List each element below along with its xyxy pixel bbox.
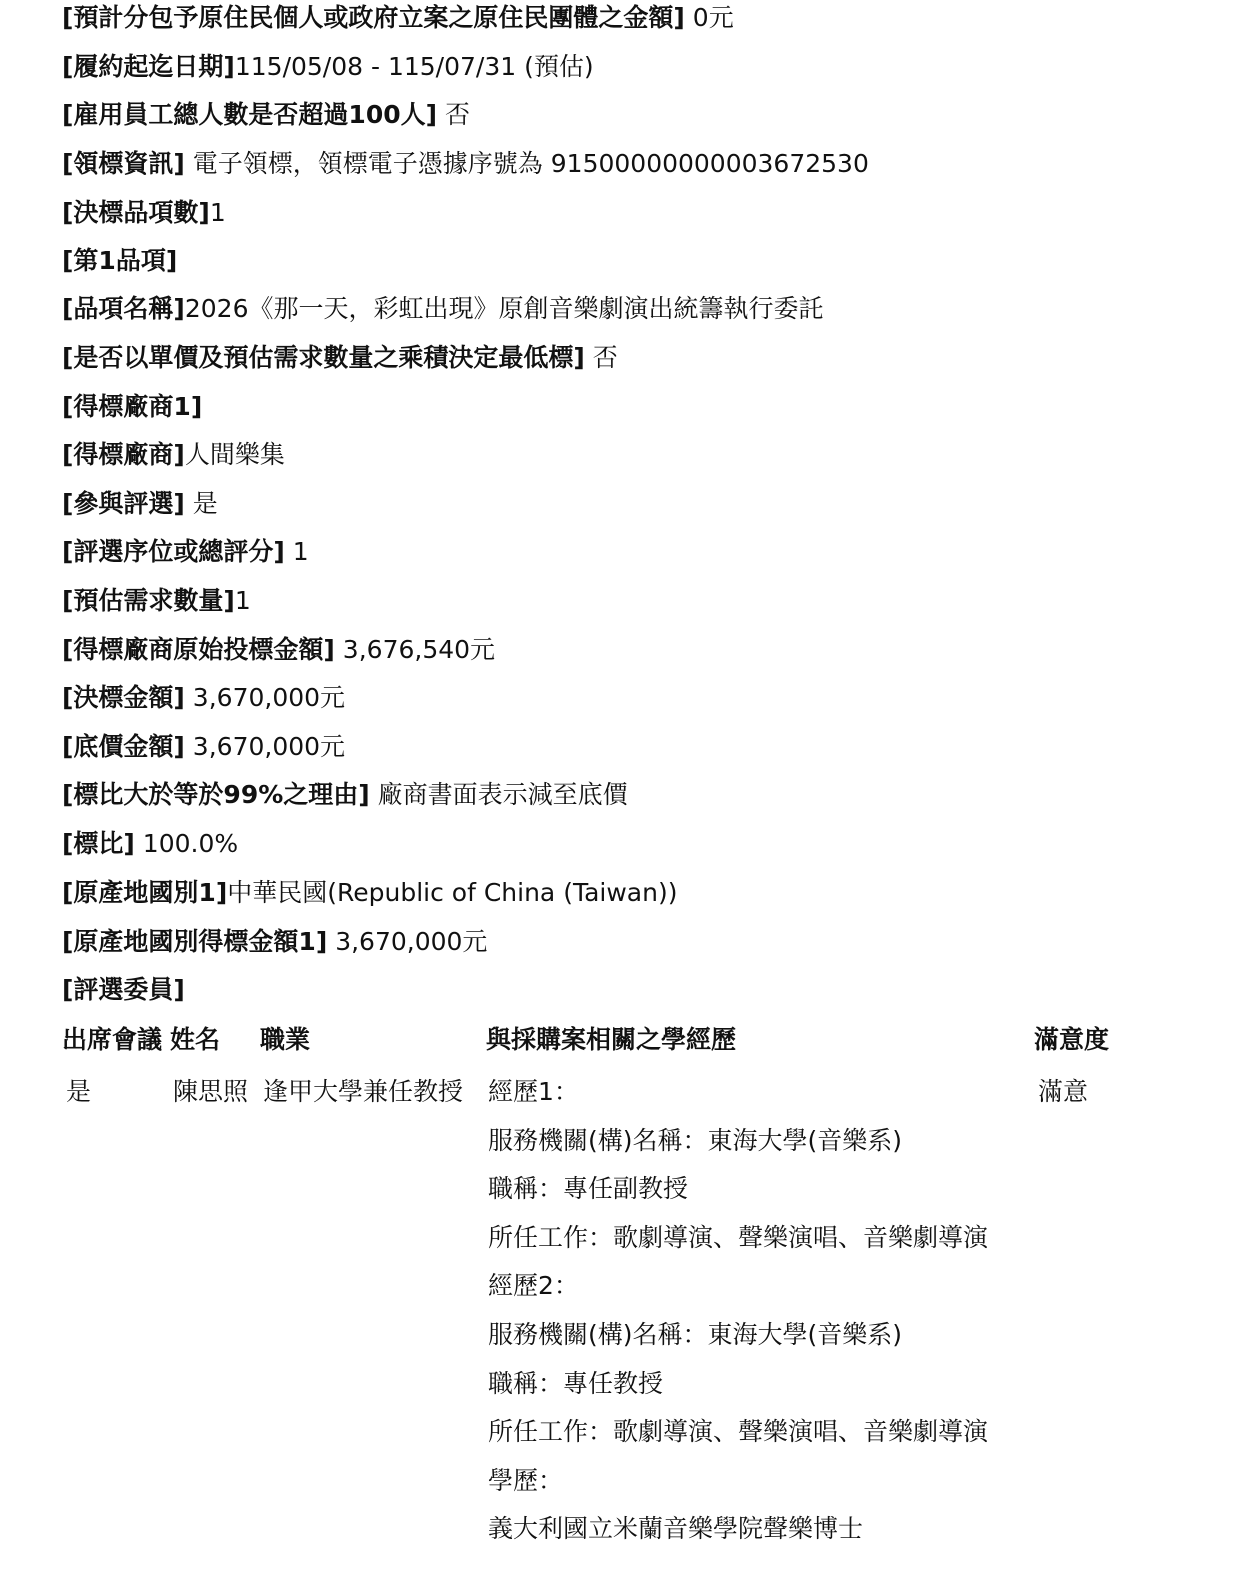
column-header-name: 姓名 — [170, 1025, 221, 1054]
column-header-occupation: 職業 — [260, 1025, 311, 1054]
field-label: [評選委員] — [62, 975, 185, 1004]
field-origin-country — [62, 873, 677, 913]
experience-line: 義大利國立米蘭音樂學院聲樂博士 — [488, 1514, 864, 1544]
field-label: [參與評選] — [62, 489, 185, 518]
field-value: 3,670,000元 — [184, 732, 346, 761]
field-value: 1 — [234, 586, 251, 615]
field-item-1-heading — [62, 241, 177, 281]
field-label: [原產地國別得標金額1] — [62, 927, 328, 956]
field-award-item-count — [62, 193, 226, 233]
field-value: 3,676,540元 — [334, 635, 496, 664]
field-employees-over-100 — [62, 95, 470, 135]
field-label: [評選序位或總評分] — [62, 537, 285, 566]
field-ratio-reason — [62, 775, 628, 815]
field-value: 3,670,000元 — [184, 683, 346, 712]
experience-line: 所任工作：歌劇導演、聲樂演唱、音樂劇導演 — [488, 1417, 989, 1447]
column-header-experience: 與採購案相關之學經歷 — [486, 1025, 737, 1054]
cell-name: 陳思照 — [173, 1077, 249, 1106]
field-label: [領標資訊] — [62, 149, 185, 178]
field-contract-period — [62, 47, 594, 87]
cell-experience — [488, 1072, 988, 1558]
field-label: [履約起迄日期] — [62, 52, 235, 81]
field-label: [第1品項] — [62, 246, 178, 275]
field-label: [品項名稱] — [62, 294, 185, 323]
field-value: 2026《那一天，彩虹出現》原創音樂劇演出統籌執行委託 — [184, 294, 824, 323]
field-label: [得標廠商1] — [62, 392, 203, 421]
field-bid-document-info — [62, 144, 869, 184]
experience-line: 所任工作：歌劇導演、聲樂演唱、音樂劇導演 — [488, 1222, 989, 1252]
field-winning-vendor — [62, 435, 285, 475]
field-label: [預估需求數量] — [62, 586, 235, 615]
field-value: 1 — [284, 537, 309, 566]
field-winning-vendor-1-heading — [62, 387, 202, 427]
field-value: 100.0% — [134, 829, 239, 858]
field-item-name — [62, 289, 824, 329]
field-origin-country-amount — [62, 922, 487, 962]
cell-attendance: 是 — [66, 1077, 92, 1106]
column-header-satisfaction: 滿意度 — [1034, 1025, 1110, 1054]
field-label: [標比大於等於99%之理由] — [62, 780, 370, 809]
field-label: [是否以單價及預估需求數量之乘積決定最低標] — [62, 343, 585, 372]
field-value: 否 — [584, 343, 618, 372]
field-unit-price-lowest-bid — [62, 338, 618, 378]
field-label: [底價金額] — [62, 732, 185, 761]
field-value: 0元 — [684, 3, 734, 32]
field-label: [標比] — [62, 829, 135, 858]
field-label: [決標品項數] — [62, 198, 210, 227]
field-value: 3,670,000元 — [327, 927, 488, 956]
field-base-price — [62, 727, 345, 767]
field-bid-ratio — [62, 824, 238, 864]
cell-occupation: 逢甲大學兼任教授 — [263, 1077, 464, 1106]
field-evaluation-rank — [62, 532, 309, 572]
cell-satisfaction: 滿意 — [1038, 1077, 1089, 1106]
field-value: 廠商書面表示減至底價 — [369, 780, 628, 809]
field-label: [決標金額] — [62, 683, 185, 712]
experience-line: 經歷1： — [488, 1077, 579, 1106]
field-value: 中華民國(Republic of China (Taiwan)) — [227, 878, 678, 907]
field-participated-in-evaluation — [62, 484, 218, 524]
experience-line: 學歷： — [488, 1465, 564, 1495]
field-value: 人間樂集 — [184, 440, 285, 469]
field-value: 否 — [437, 100, 470, 129]
experience-line: 職稱：專任副教授 — [488, 1174, 689, 1204]
field-evaluation-committee — [62, 970, 185, 1010]
field-label: [預計分包予原住民個人或政府立案之原住民團體之金額] — [62, 3, 685, 32]
field-value: 是 — [184, 489, 218, 518]
experience-line: 職稱：專任教授 — [488, 1368, 664, 1398]
field-value: 1 — [209, 198, 226, 227]
field-label: [得標廠商] — [62, 440, 185, 469]
field-value: 115/05/08 - 115/07/31 (預估) — [234, 52, 594, 81]
experience-line: 服務機關(構)名稱：東海大學(音樂系) — [488, 1125, 903, 1155]
field-label: [得標廠商原始投標金額] — [62, 635, 335, 664]
field-label: [原產地國別1] — [62, 878, 228, 907]
experience-line: 服務機關(構)名稱：東海大學(音樂系) — [488, 1319, 903, 1349]
field-original-bid-amount — [62, 630, 495, 670]
field-award-amount — [62, 678, 345, 718]
field-value: 電子領標，領標電子憑據序號為 91500000000003672530 — [184, 149, 869, 178]
field-label: [雇用員工總人數是否超過100人] — [62, 100, 438, 129]
field-indigenous-subcontract-amount — [62, 0, 734, 38]
field-estimated-quantity — [62, 581, 251, 621]
column-header-attendance: 出席會議 — [62, 1025, 163, 1054]
experience-line: 經歷2： — [488, 1271, 579, 1301]
